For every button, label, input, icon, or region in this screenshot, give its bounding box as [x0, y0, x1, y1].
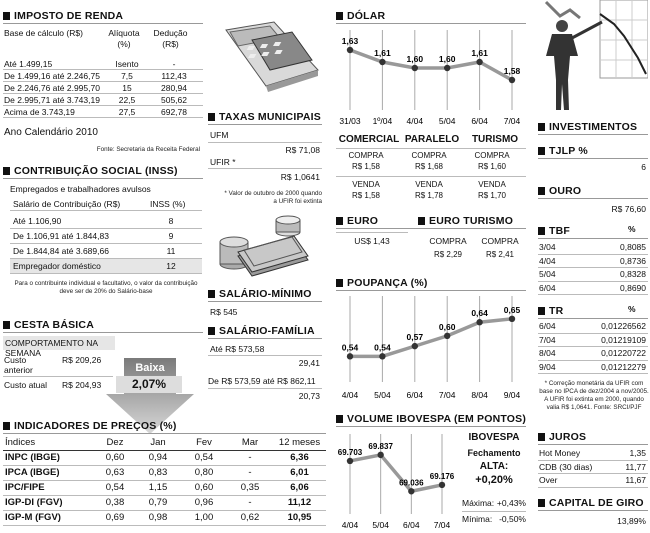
- chart-data-label: 69.036: [399, 478, 424, 488]
- dolar-market-name: PARALELO: [404, 134, 460, 145]
- tbf-title: TBF: [538, 224, 570, 237]
- ibovespa-box-dir: ALTA:: [479, 461, 509, 472]
- indicadores-header-cell: Dez: [95, 435, 135, 450]
- tbf-label: 5/04: [539, 269, 556, 280]
- dolar-title: DÓLAR: [336, 9, 385, 22]
- dolar-venda-label: VENDA: [352, 180, 380, 189]
- salario-minimo-value: R$ 545: [210, 307, 238, 317]
- tr-unit: %: [628, 304, 636, 314]
- indicadores-cell: 6,06: [273, 480, 326, 495]
- chart-tick-label: 4/04: [341, 390, 359, 400]
- tbf-row: [538, 268, 648, 282]
- indicadores-cell: 1,00: [181, 510, 227, 525]
- tr-label: 9/04: [539, 361, 556, 372]
- indicadores-header-cell: Índices: [3, 435, 95, 450]
- tbf-label: 6/04: [539, 282, 556, 293]
- ufir-label: UFIR *: [210, 157, 236, 167]
- ufm-label: UFM: [210, 130, 229, 140]
- inss-note: Para o contribuinte individual e facultativo, o valor da contribuição deve ser de 20% do Salário-base: [14, 280, 198, 295]
- indicadores-cell: 0,62: [227, 510, 273, 525]
- indicadores-cell: 0,63: [95, 465, 135, 480]
- indicadores-cell: 1,15: [135, 480, 181, 495]
- chart-data-label: 69.176: [429, 471, 455, 481]
- indicadores-cell: 0,79: [135, 495, 181, 510]
- tbf-label: 4/04: [539, 255, 556, 266]
- chart-tick-label: 6/04: [406, 390, 424, 400]
- chart-point: [379, 353, 385, 359]
- inss-row: [10, 259, 202, 274]
- dolar-compra-label: COMPRA: [348, 151, 384, 160]
- chart-point: [347, 47, 353, 53]
- inss-cell-salario: Até 1.106,90: [13, 216, 62, 226]
- chart-series-line: [350, 455, 442, 491]
- ufm-value: R$ 71,08: [285, 145, 320, 155]
- tbf-value: 0,8085: [620, 242, 646, 253]
- chart-tick-label: 8/04: [471, 390, 488, 400]
- juros-table: [538, 447, 648, 488]
- chart-point: [379, 59, 385, 65]
- inss-cell-salario: Empregador doméstico: [13, 261, 101, 271]
- juros-value: 11,77: [625, 461, 646, 472]
- dolar-venda-label: VENDA: [478, 180, 506, 189]
- tr-value: 0,01220722: [601, 348, 646, 359]
- inss-cell-pct: 9: [168, 231, 174, 241]
- chart-tick-label: 7/04: [438, 390, 456, 400]
- chart-data-label: 0,64: [471, 308, 488, 319]
- indicadores-cell: 0,69: [95, 510, 135, 525]
- ouro-value: R$ 76,60: [611, 204, 646, 214]
- tbf-table: [538, 241, 648, 295]
- inss-cell-pct: 12: [166, 261, 176, 271]
- ibovespa-title: VOLUME IBOVESPA (EM PONTOS): [336, 412, 526, 425]
- chart-data-label: 69.703: [337, 447, 363, 457]
- indicadores-cell: 0,83: [135, 465, 181, 480]
- euro-title: EURO: [336, 214, 378, 227]
- ir-cell-base: Até 1.499,15: [4, 58, 53, 69]
- chart-point: [408, 488, 414, 494]
- ibovespa-chart: [336, 428, 462, 532]
- chart-man-icon: [540, 0, 648, 112]
- inss-row: [10, 244, 202, 259]
- ir-table: [3, 58, 203, 118]
- inss-cell-pct: 11: [166, 246, 176, 256]
- ir-cell-deducao: 112,43: [161, 70, 187, 81]
- chart-data-label: 0,57: [406, 332, 424, 343]
- taxas-title: TAXAS MUNICIPAIS: [208, 110, 321, 123]
- chart-tick-label: 5/04: [438, 116, 456, 126]
- chart-point: [412, 65, 418, 71]
- ibovespa-min-value: -0,50%: [499, 514, 526, 524]
- euro-turismo-compra: R$ 2,29: [433, 250, 463, 259]
- chart-data-label: 1,61: [374, 48, 391, 58]
- juros-row: [538, 474, 648, 488]
- tr-value: 0,01219109: [601, 334, 646, 345]
- cesta-title: CESTA BÁSICA: [3, 318, 94, 331]
- indicadores-cell: 6,01: [273, 465, 326, 480]
- ibovespa-box-title: IBOVESPA: [468, 432, 520, 443]
- ir-cell-base: De 2.246,76 até 2.995,70: [4, 82, 100, 93]
- indicadores-header-cell: Fev: [181, 435, 227, 450]
- juros-row: [538, 461, 648, 475]
- juros-label: Hot Money: [539, 448, 581, 459]
- tr-title: TR: [538, 304, 563, 317]
- ir-header-aliquota: Alíquota (%): [108, 28, 140, 49]
- euro-value: US$ 1,43: [354, 236, 390, 246]
- tbf-unit: %: [628, 224, 636, 234]
- juros-label: Over: [539, 475, 558, 486]
- ir-header-base: Base de cálculo (R$): [4, 28, 83, 38]
- dolar-venda-value: R$ 1,70: [477, 191, 507, 200]
- dolar-compra-value: R$ 1,68: [414, 162, 444, 171]
- chart-point: [347, 353, 353, 359]
- chart-tick-label: 4/04: [341, 520, 359, 530]
- indicadores-table: [3, 435, 326, 526]
- chart-tick-label: 6/04: [471, 116, 488, 126]
- money-stack-icon: [214, 212, 310, 278]
- indicadores-header-cell: Jan: [135, 435, 181, 450]
- tbf-row: [538, 255, 648, 269]
- ouro-title: OURO: [538, 184, 581, 197]
- indicadores-cell: INPC (IBGE): [3, 450, 95, 465]
- ir-cell-aliquota: 15: [122, 82, 132, 93]
- inss-row: [10, 229, 202, 244]
- indicadores-header-row: [3, 435, 326, 450]
- ir-cell-deducao: 280,94: [161, 82, 187, 93]
- tbf-label: 3/04: [539, 242, 556, 253]
- inss-row: [10, 214, 202, 229]
- chart-tick-label: 1º/04: [372, 116, 393, 126]
- indicadores-cell: 0,80: [181, 465, 227, 480]
- dolar-compra-value: R$ 1,60: [477, 162, 507, 171]
- indicadores-cell: 0,60: [181, 480, 227, 495]
- indicadores-cell: IGP-M (FGV): [3, 510, 95, 525]
- dolar-market-name: COMERCIAL: [338, 134, 400, 145]
- tr-value: 0,01212279: [601, 361, 646, 372]
- tjlp-title: TJLP %: [538, 144, 588, 157]
- salario-familia-row2-label: De R$ 573,59 até R$ 862,11: [208, 376, 316, 386]
- inss-header: Salário de Contribuição (R$) INSS (%): [10, 197, 202, 211]
- inss-table: [10, 214, 202, 274]
- indicadores-row: [3, 465, 326, 480]
- inss-cell-pct: 8: [168, 216, 174, 226]
- tbf-row: [538, 241, 648, 255]
- ibovespa-box-sub: Fechamento: [467, 448, 521, 458]
- chart-tick-label: 4/04: [406, 116, 424, 126]
- indicadores-cell: 10,95: [273, 510, 326, 525]
- ir-cell-aliquota: Isento: [115, 58, 139, 69]
- juros-value: 1,35: [629, 448, 646, 459]
- dolar-venda-label: VENDA: [415, 180, 443, 189]
- salario-familia-title: SALÁRIO-FAMÍLIA: [208, 324, 315, 337]
- chart-point: [476, 319, 482, 325]
- indicadores-row: [3, 480, 326, 495]
- salario-familia-row1-label: Até R$ 573,58: [210, 344, 265, 354]
- tbf-value: 0,8690: [620, 282, 646, 293]
- dolar-chart: [336, 26, 526, 128]
- chart-data-label: 1,58: [503, 66, 521, 76]
- ir-cell-base: Acima de 3.743,19: [4, 106, 75, 117]
- taxas-note: * Valor de outubro de 2000 quando a UFIR foi extinta: [224, 190, 322, 205]
- dolar-compra-label: COMPRA: [474, 151, 510, 160]
- chart-tick-label: 6/04: [403, 520, 420, 530]
- chart-data-label: 0,54: [374, 342, 391, 353]
- tr-note: * Correção monetária da UFIR com base no IPCA de dez/2004 a nov/2005. A UFIR foi extinta em 2000, quando valia R$ 1,0641. Fonte: SRCI/PJF: [539, 380, 649, 411]
- indicadores-cell: 0,94: [135, 450, 181, 465]
- ibovespa-min-label: Mínima:: [462, 514, 493, 524]
- ir-cell-deducao: 692,78: [161, 106, 187, 117]
- euro-turismo-venda: R$ 2,41: [485, 250, 515, 259]
- tjlp-value: 6: [641, 162, 646, 172]
- tr-row: [538, 347, 648, 361]
- euro-turismo-venda-label: COMPRA: [481, 236, 519, 246]
- juros-value: 11,67: [625, 475, 646, 486]
- ir-year: Ano Calendário 2010: [4, 127, 98, 138]
- indicadores-cell: -: [227, 495, 273, 510]
- indicadores-title: INDICADORES DE PREÇOS (%): [3, 419, 177, 432]
- cesta-label-anterior: Custo anterior: [4, 355, 33, 375]
- ir-cell-base: De 2.995,71 até 3.743,19: [4, 94, 100, 105]
- chart-tick-label: 7/04: [433, 520, 451, 530]
- tr-label: 8/04: [539, 348, 556, 359]
- indicadores-cell: 0,54: [181, 450, 227, 465]
- ir-cell-deducao: -: [172, 58, 176, 69]
- chart-tick-label: 31/03: [339, 116, 361, 126]
- chart-tick-label: 9/04: [503, 390, 521, 400]
- indicadores-cell: 0,60: [95, 450, 135, 465]
- inss-cell-salario: De 1.844,84 até 3.689,66: [13, 246, 109, 256]
- poupanca-chart: [336, 292, 526, 404]
- salario-minimo-title: SALÁRIO-MÍNIMO: [208, 287, 312, 300]
- cesta-badge-value: 2,07%: [116, 376, 182, 393]
- indicadores-row: [3, 510, 326, 525]
- ir-row: [3, 82, 203, 94]
- cesta-label-atual: Custo atual: [4, 380, 47, 390]
- ir-cell-aliquota: 7,5: [121, 70, 133, 81]
- investimentos-title: INVESTIMENTOS: [538, 120, 637, 133]
- indicadores-cell: 11,12: [273, 495, 326, 510]
- cesta-value-anterior: R$ 209,26: [62, 355, 102, 365]
- ir-row: [3, 106, 203, 118]
- tr-value: 0,01226562: [601, 321, 646, 332]
- indicadores-cell: 0,96: [181, 495, 227, 510]
- ibovespa-box-value: +0,20%: [475, 474, 513, 486]
- chart-data-label: 0,60: [438, 321, 456, 332]
- capital-value: 13,89%: [617, 516, 646, 526]
- ir-header-deducao: Dedução (R$): [153, 28, 188, 49]
- tbf-value: 0,8736: [620, 255, 646, 266]
- chart-point: [509, 316, 515, 322]
- chart-data-label: 1,63: [341, 36, 359, 46]
- salario-familia-row1-value: 29,41: [298, 358, 320, 368]
- indicadores-row: [3, 450, 326, 465]
- inss-title: CONTRIBUIÇÃO SOCIAL (INSS): [3, 164, 178, 177]
- indicadores-cell: 0,35: [227, 480, 273, 495]
- indicadores-cell: IPCA (IBGE): [3, 465, 95, 480]
- chart-point: [439, 482, 445, 488]
- ir-source: Fonte: Secretaria da Receita Federal: [96, 146, 200, 153]
- chart-point: [444, 65, 450, 71]
- dolar-compra-label: COMPRA: [411, 151, 447, 160]
- juros-row: [538, 447, 648, 461]
- chart-data-label: 0,54: [341, 342, 359, 353]
- chart-data-label: 1,60: [406, 54, 424, 64]
- calculator-icon: [222, 20, 322, 96]
- ir-cell-aliquota: 27,5: [118, 106, 136, 117]
- ir-row: [3, 58, 203, 70]
- chart-tick-label: 7/04: [503, 116, 521, 126]
- indicadores-cell: 0,54: [95, 480, 135, 495]
- euro-turismo-compra-label: COMPRA: [429, 236, 467, 246]
- indicadores-header-cell: Mar: [227, 435, 273, 450]
- tbf-row: [538, 282, 648, 296]
- dolar-venda-value: R$ 1,58: [351, 191, 381, 200]
- inss-cell-salario: De 1.106,91 até 1.844,83: [13, 231, 109, 241]
- chart-data-label: 1,60: [438, 54, 456, 64]
- ir-cell-deducao: 505,62: [161, 94, 187, 105]
- juros-label: CDB (30 dias): [539, 461, 593, 472]
- chart-tick-label: 5/04: [372, 520, 389, 530]
- indicadores-cell: IPC/FIPE: [3, 480, 95, 495]
- dolar-venda-value: R$ 1,78: [414, 191, 444, 200]
- tbf-value: 0,8328: [620, 269, 646, 280]
- juros-title: JUROS: [538, 430, 586, 443]
- salario-familia-row2-value: 20,73: [298, 391, 320, 401]
- ir-row: [3, 70, 203, 82]
- chart-data-label: 69.837: [368, 441, 393, 451]
- ir-title: IMPOSTO DE RENDA: [3, 9, 123, 22]
- indicadores-header-cell: 12 meses: [273, 435, 326, 450]
- chart-tick-label: 5/04: [374, 390, 391, 400]
- chart-point: [347, 458, 353, 464]
- ibovespa-max-label: Máxima:: [462, 498, 495, 508]
- tr-row: [538, 334, 648, 348]
- dolar-market-name: TURISMO: [471, 134, 519, 145]
- inss-subtitle: Empregados e trabalhadores avulsos: [10, 184, 151, 194]
- tr-row: [538, 361, 648, 375]
- ibovespa-max-value: +0,43%: [496, 498, 526, 508]
- indicadores-cell: IGP-DI (FGV): [3, 495, 95, 510]
- chart-point: [476, 59, 482, 65]
- tr-label: 7/04: [539, 334, 556, 345]
- chart-data-label: 0,65: [503, 304, 521, 315]
- indicadores-cell: 0,38: [95, 495, 135, 510]
- chart-data-label: 1,61: [471, 48, 488, 58]
- chart-point: [509, 77, 515, 83]
- dolar-compra-value: R$ 1,58: [351, 162, 381, 171]
- euro-turismo-title: EURO TURISMO: [418, 214, 513, 227]
- indicadores-cell: -: [227, 465, 273, 480]
- cesta-badge-label: Baixa: [135, 362, 165, 374]
- cesta-subtitle: COMPORTAMENTO NA SEMANA: [3, 336, 115, 350]
- poupanca-title: POUPANÇA (%): [336, 276, 428, 289]
- chart-point: [377, 452, 383, 458]
- tr-row: [538, 320, 648, 334]
- chart-point: [444, 333, 450, 339]
- ufir-value: R$ 1,0641: [280, 172, 320, 182]
- tr-table: [538, 320, 648, 374]
- capital-title: CAPITAL DE GIRO: [538, 496, 644, 509]
- indicadores-row: [3, 495, 326, 510]
- dolar-markets: [336, 134, 526, 206]
- chart-point: [412, 343, 418, 349]
- ir-cell-aliquota: 22,5: [118, 94, 136, 105]
- cesta-value-atual: R$ 204,93: [62, 380, 102, 390]
- indicadores-cell: 6,36: [273, 450, 326, 465]
- indicadores-cell: -: [227, 450, 273, 465]
- indicadores-cell: 0,98: [135, 510, 181, 525]
- tr-label: 6/04: [539, 321, 556, 332]
- ir-row: [3, 94, 203, 106]
- ir-cell-base: De 1.499,16 até 2.246,75: [4, 70, 100, 81]
